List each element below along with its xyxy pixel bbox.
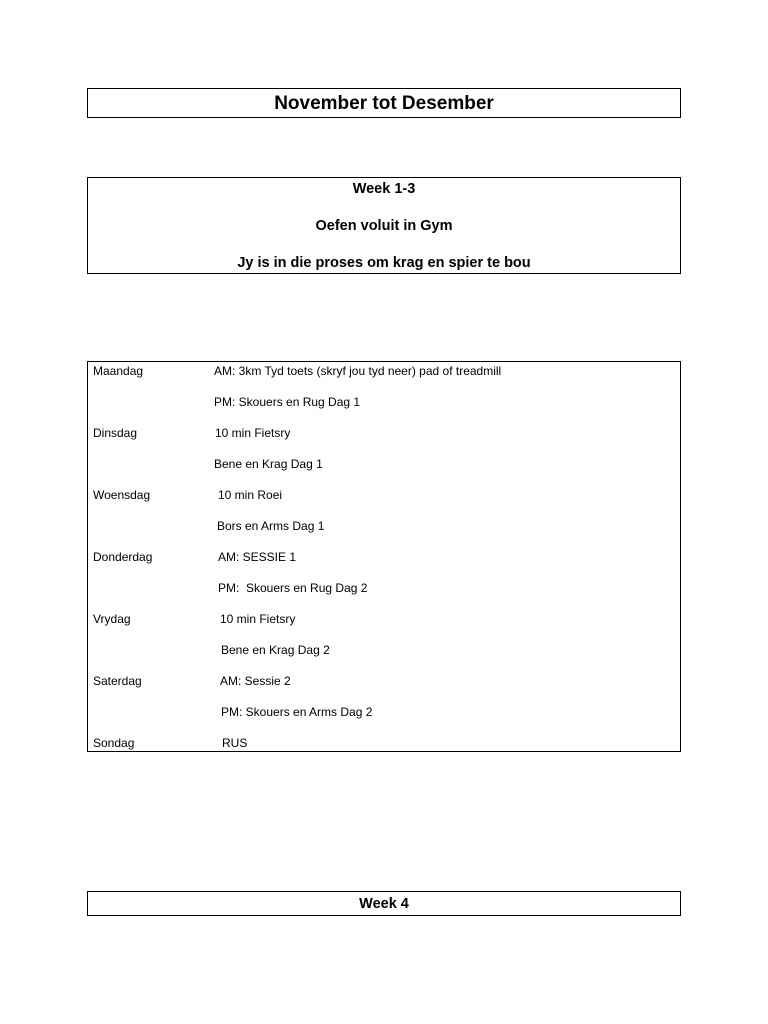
activity-text: AM: Sessie 2 (220, 674, 291, 688)
day-label: Dinsdag (93, 426, 138, 440)
schedule-table (87, 361, 681, 752)
title-box (87, 88, 681, 118)
schedule-row (88, 517, 680, 537)
week-subheading: Oefen voluit in Gym (315, 218, 453, 234)
activity-text: PM: Skouers en Rug Dag 2 (218, 581, 368, 595)
schedule-row (88, 672, 680, 692)
activity-text: PM: Skouers en Rug Dag 1 (214, 395, 361, 409)
schedule-row (88, 362, 680, 382)
activity-text: AM: 3km Tyd toets (skryf jou tyd neer) pad of treadmill (214, 364, 502, 378)
schedule-row (88, 455, 680, 475)
activity-text: Bene en Krag Dag 1 (214, 457, 323, 471)
schedule-row (88, 579, 680, 599)
week-4-heading: Week 4 (359, 896, 409, 912)
activity-text: AM: SESSIE 1 (218, 550, 297, 564)
week-heading: Week 1-3 (352, 181, 416, 197)
activity-text: Bene en Krag Dag 2 (221, 643, 330, 657)
day-label: Woensdag (93, 488, 151, 502)
week-4-box (87, 891, 681, 916)
schedule-row (88, 393, 680, 413)
schedule-row (88, 734, 680, 754)
day-label: Saterdag (93, 674, 142, 688)
activity-text: PM: Skouers en Arms Dag 2 (221, 705, 373, 719)
day-label: Maandag (93, 364, 144, 378)
schedule-row (88, 610, 680, 630)
page-title: November tot Desember (274, 93, 494, 114)
schedule-row (88, 548, 680, 568)
week-description: Jy is in die proses om krag en spier te bou (237, 255, 531, 271)
activity-text: 10 min Roei (218, 488, 283, 502)
activity-text: Bors en Arms Dag 1 (217, 519, 325, 533)
day-label: Vrydag (93, 612, 131, 626)
schedule-row (88, 424, 680, 444)
activity-text: 10 min Fietsry (220, 612, 296, 626)
schedule-row (88, 641, 680, 661)
day-label: Sondag (93, 736, 135, 750)
activity-text: RUS (222, 736, 248, 750)
schedule-row (88, 703, 680, 723)
day-label: Donderdag (93, 550, 153, 564)
schedule-row (88, 486, 680, 506)
week-1-3-box (87, 177, 681, 274)
activity-text: 10 min Fietsry (215, 426, 291, 440)
